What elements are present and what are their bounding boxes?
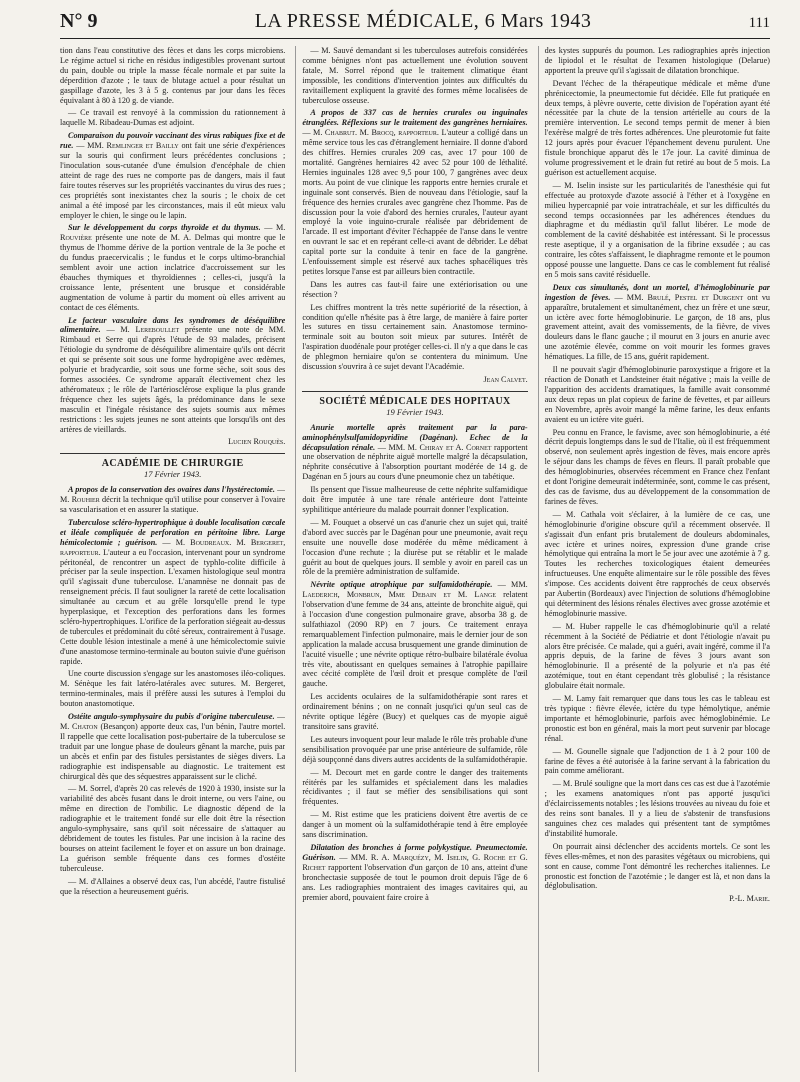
article-title: A propos de la conservation des ovaires dans l'hystérectomie. — [68, 485, 275, 495]
article-authors: — M. Chabrut. M. Brocq, rapporteur. — [302, 128, 439, 138]
article-body: décrit la technique qu'il utilise pour conserver à l'ovaire sa vascularisation et en assurer la statique. — [60, 495, 286, 514]
paragraph: — M. Sorrel, d'après 20 cas relevés de 1920 à 1930, insiste sur la variabilité des abcès fusant dans le droit interne, ou vers l'aine, ou même en direction de l'ombilic. Le diagnostic dépend de la radiographie et le traitement fondé sur elle doit être la résection angulo-symphysaire, sans qu'il soit nécessaire de s'attaquer au débridement de toutes les fistules. Par une incision à la racine des bourses on atteint facilement le foyer et on assure un bon drainage. La guérison semble fréquente dans ces formes d'ostéite tuberculeuse. — [60, 784, 286, 873]
article-title: Sur le développement du corps thyroïde et du thymus. — [68, 223, 261, 233]
article-title: A propos de 337 cas de hernies crurales ou inguinales étranglées. Réflexions sur le traitement des gangrènes herniaires. — [302, 108, 528, 128]
page-number: 111 — [748, 15, 770, 31]
columns — [60, 46, 770, 1072]
paragraph: — Ce travail est renvoyé à la commission du rationnement à laquelle M. Ribadeau-Dumas est adjoint. — [60, 108, 286, 128]
article — [60, 316, 285, 435]
paragraph: — M. Cathala voit s'éclairer, à la lumière de ce cas, une hémoglobinurie d'origine obscure qu'il a récemment observée. Il s'agissait d'un enfant pris brutalement de douleurs abdominales, avec ictère et urines noires, expression d'une grande crise hémolytique qui entraîna la mort le 5e jour avec une azotémie à 7 g. Toutes les recherches toxicologiques étaient demeurées infructueuses. Une enquête alimentaire sur le rôle possible des fèves s'impose. Ces accidents doivent être rapprochés de ceux observés par Aubertin (Bordeaux) avec l'injection de solutions d'hémoglobine qui déterminent des lésions rénales électives avec grosse azotémie et hémoglobinurie massive. — [544, 509, 770, 618]
paragraph: — M. Fouquet a observé un cas d'anurie chez un sujet qui, traité d'abord avec succès par le Dagénan pour une pneumonie, avait reçu ensuite une nouvelle dose modérée du même médicament à l'occasion d'une rechute ; la diurèse put se rétablir et le malade guérit au bout de quelques jours. Il semble y avoir en pareil cas un rôle de la première administration de sulfamide. — [302, 517, 528, 577]
section-date: 17 Février 1943. — [143, 469, 202, 480]
article-body: ont vu apparaître, brutalement et simultanément, chez un frère et une sœur, un ictère avec forte hémoglobinurie. Le garçon, de 18 ans, plus gravement atteint, avait des vomissements, de la fièvre, de vives douleurs dans le flanc gauche ; il mourut en 3 jours en anurie avec une azotémie élevée, comme on voit mourir les formes graves hématiques. La fille, de 15 ans, guérit rapidement. — [544, 292, 770, 362]
paragraph: — M. Sauvé demandant si les tuberculoses autrefois considérées comme bénignes n'ont pas actuellement une évolution souvent fatale, M. Sorrel répond que le traitement climatique étant impossible, les conditions d'intervention jointes aux difficultés du ravitaillement expliquent la gravité des formes même localisées de tuberculose osseuse. — [302, 46, 528, 105]
article-title: Névrite optique atrophique par sulfamidothérapie. — [310, 580, 493, 590]
article-body: présente une note de M. A. Delmas qui montre que le thymus de l'homme dérive de la portion ventrale de la 3e poche et du fundus praecervicalis ; le fundus et le corps ultimo-branchial semblent avoir une action inclatrice d'accroissement sur les ébauches thymiques et thyroïdiennes ; celles-ci, jusqu'à la croissance lente, présentent une brusque et considérable augmentation de volume à partir du moment où elles arrivent au contact de ces éléments. — [60, 233, 286, 312]
paragraph: tion dans l'eau constitutive des fèces et dans les corps microbiens. Le régime actuel si riche en résidus indigestibles provenant surtout du pain, double ou triple la masse fécale normale et par suite la déperdition d'azote ; le taux de blutage actuel a pour résultat un gaspillage d'azote, les 3 à 5 g. contenus par jour dans les fèces équivalant à 80 à 120 g. de viande. — [60, 46, 286, 105]
article-body: (Besançon) apporte deux cas, l'un bénin, l'autre mortel. Il rappelle que cette localisation post-pubertaire de la tuberculose se traduit par une longue phase de douleurs gênant la marche, puis par un abcès et enfin par des fistules persistantes de sièges divers. La radiographie est indispensable au diagnostic. Le traitement est chirurgical dès que des séquestres apparaissent sur le cliché. — [60, 722, 286, 781]
section-divider — [60, 453, 285, 454]
article — [60, 223, 285, 312]
article-body: présente une note de MM. Rimbaud et Serre qui d'après l'étude de 93 malades, précisent l'étiologie du syndrome de déséquilibre alimentaire qu'ils ont décrit et qui se présente soit sous une forme hydropigène avec œdèmes, polyurie et bradycardie, soit sous une forme sèche, soit sous des formes associées. Ce syndrome apparaît électivement chez les athéromateux ; le rôle de l'artériosclérose explique la plus grande fréquence chez les sujets âgés, la prédominance dans le sexe masculin et l'inégale résistance des sujets soumis aux mêmes restrictions : les sujets jeunes ne sont atteints que lorsqu'ils ont des artères de vieillards. — [60, 325, 286, 434]
article-authors: — MM. Remlinger et Bailly — [76, 141, 179, 151]
article-title: Anurie mortelle après traitement par la para-aminophénylsulfamidopyridine (Dagénan). Echec de la décapsulation rénale. — [302, 422, 528, 452]
article-authors: — M. Rouhier — [60, 485, 286, 505]
article — [60, 485, 285, 515]
journal-title: LA PRESSE MÉDICALE, 6 Mars 1943 — [254, 10, 592, 32]
paragraph: Peu connu en France, le favisme, avec son hémoglobinurie, a été décrit depuis longtemps dans le sud de l'Italie, où il est fréquemment observé, non seulement après ingestion de fèves, mais encore après le séjour dans les champs de fèves en fleurs. Il paraît probable que des hémoglobinuries, observées récemment en France chez l'enfant et dont l'origine demeurait indéterminée, sont, comme le cas présent, des cas de favisme, dus au développement de la consommation de farines de fèves. — [544, 427, 770, 506]
paragraph: Devant l'échec de la thérapeutique médicale et même d'une phrénicectomie, la pneumectomie fut décidée. Elle fut pratiquée en deux temps, à plèvre ouverte, cette division de l'opération ayant été nécessitée par la chute de la tension artérielle au cours de la première intervention. Le second temps permit de mener à bien l'exérèse malgré de très fortes adhérences. Une pleurotomie fut faite 12 jours après pour évacuer l'épanchement devenu purulent. Une fistule bronchique apparut dès le 17e jour. La cavité diminua de volume progressivement et le drain fut retiré au bout de 5 mois. La guérison est actuellement acquise. — [544, 78, 770, 177]
section-date: 19 Février 1943. — [386, 406, 444, 417]
article-title: Le facteur vasculaire dans les syndromes de déséquilibre alimentaire. — [60, 315, 286, 335]
paragraph: Les accidents oculaires de la sulfamidothérapie sont rares et ordinairement bénins ; on ne connaît jusqu'ici qu'un seul cas de névrite optique légère (Bucy) et quelques cas de myopie aiguë transitoire sans gravité. — [302, 692, 528, 731]
article — [60, 131, 285, 220]
article-body: L'auteur a colligé dans un même service tous les cas d'étranglement herniaire. Il donne d'abord des chiffres. Hernies crurales 209 cas, avec 17 pour 100 de mortalité. Gangrènes herniaires 42 avec 52 pour 100 de léthalité. Hernies inguinales 128 avec 9,5 pour 100, 7 gangrènes avec deux morts. Au point de vue clinique les rapports entre hernies crurale et inguinale sont conservés. Bien de nouveau dans l'étiologie, sauf la fréquence des hernies crurales avec gangrène chez l'homme. Pas de discussion pour la voie d'abord des hernies crurales, l'auteur ayant employé la voie inguino-crurale réalisée par débridement de l'arcade. Il est important d'éviter l'échappée de l'anse dans le ventre en ouvrant le sac et en repérant celle-ci avant de débrider. Le débat capital porte sur la conduite à tenir en face de la gangrène. L'enfouissement simple est réservé aux taches sphacéliques très petites lorsque l'anse est par ailleurs bien contractile. — [302, 128, 528, 276]
paragraph: — M. Lamy fait remarquer que dans tous les cas le tableau est très typique : fièvre élevée, ictère du type hémolytique, anémie importante et hémoglobinurie, parfois avec hémoglobinémie. Le pronostic est bon en général, mais la mort peut survenir par blocage rénal. — [544, 694, 770, 743]
article-title: Dilatation des bronches à forme polykystique. Pneumectomie. Guérison. — [302, 842, 528, 862]
article-authors: — M. Chaton — [60, 712, 286, 731]
article-title: Ostéite angulo-symphysaire du pubis d'origine tuberculeuse. — [68, 712, 275, 722]
article — [60, 518, 285, 667]
page-header — [60, 10, 770, 39]
paragraph: des kystes suppurés du poumon. Les radiographies après injection de lipiodol et le résultat de l'examen histologique (Delarue) apportent la preuve qu'il s'agissait de dilatation bronchique. — [544, 46, 770, 75]
signature: Lucien Rouquès. — [228, 437, 286, 447]
signature: P.-L. Marie. — [729, 894, 770, 904]
article — [302, 108, 527, 276]
column-3 — [538, 46, 770, 1072]
paragraph: — M. Decourt met en garde contre le danger des traitements réitérés par les sulfamides et spécialement dans les maladies récidivantes ; il faut se méfier des sensibilisations qui sont fréquentes. — [302, 767, 528, 807]
paragraph: — M. Rist estime que les praticiens doivent être avertis de ce danger à un moment où la sulfamidothérapie tend à être employée sans discrimination. — [302, 810, 528, 840]
article-body: L'auteur a eu l'occasion, intervenant pour un syndrome péritonéal, de rencontrer un aspect de typhlo-colite difficile à préciser par la seule inspection. L'examen histologique seul montra qu'il s'agissait d'une tuberculose. L'anamnèse ne donnait pas de renseignement précis. Il faut souligner la rareté de cette localisation simultanée au cæcum et au grêle lorsqu'elle prend le type hyperplasique, et l'exception des perforations dans les formes scléro-hypertrophiques. L'orifice de la perforation siégeait au-dessus de tubercules et prédominait du côté séreux, contrairement à l'usage. Cette double lésion intestinale a mené à une hémicolectomie suivie d'une anastomose termino-terminale au bouton suivie d'une guérison rapide. — [60, 547, 286, 666]
article-authors: — MM. M. Chiray et A. Cornet — [377, 442, 492, 452]
article-title: Deux cas simultanés, dont un mortel, d'hémoglobinurie par ingestion de fèves. — [544, 282, 770, 302]
paragraph: — M. Gounelle signale que l'adjonction de 1 à 2 pour 100 de farine de fèves a été autorisée à la farine servant à la fabrication du pain comme améliorant. — [544, 746, 770, 776]
signature: Jean Calvet. — [483, 375, 528, 384]
paragraph: Ils pensent que l'issue malheureuse de cette néphrite sulfamidique doit être imputée à une tare rénale antérieure dont l'atteinte syphilitique antérieure du malade pourrait donner l'explication. — [302, 485, 528, 514]
section-divider — [302, 391, 527, 392]
article — [302, 580, 527, 689]
article-title: Tuberculose scléro-hypertrophique à double localisation cæcale et iléale compliquée de perforation en péritoine libre. Large hémicolectomie ; guérison. — [60, 517, 286, 547]
paragraph: Les chiffres montrent la très nette supériorité de la résection, à condition qu'elle n'hésite pas à être large, de manière à faire porter les sutures en tissu certainement sain. Anastomose termino-terminale soit au bouton soit mieux par sutures. Intérêt de l'aspiration duodénale pour protéger celles-ci. Il n'y a que dans le cas de phlegmon herniaire qu'on se contentera du minimum. Une discussion s'ouvrira à ce sujet devant l'Académie. — [302, 302, 528, 372]
article-authors: — MM. Laederich, Monbrun, Mme Debain et M. Lange — [302, 580, 528, 600]
article — [302, 843, 527, 902]
article-authors: — M. Lereboullet — [106, 325, 180, 335]
paragraph: — M. Huber rappelle le cas d'hémoglobinurie qu'il a relaté récemment à la Société de Pédiatrie et dont l'étiologie n'avait pu alors être précisée. Ce malade, qui a guéri, avait ingéré, comme il l'a appris depuis, de la farine de fèves 3 jours avant son hémoglobinurie. Il a présenté de la polyurie et n'a pas été azotémique, tout en étant cependant très globulisé ; la résistance globulaire était normale. — [544, 621, 770, 691]
column-1 — [60, 46, 285, 1072]
paragraph: Une courte discussion s'engage sur les anastomoses iléo-coliques. M. Sénèque les fait latéro-latérales avec sutures. M. Bergeret, termino-terminales, mais il préfère aussi les sutures à l'emploi du bouton anastomotique. — [60, 669, 286, 709]
article-authors: — MM. R. A. Marquézy, M. Iselin, G. Roche et G. Richet — [302, 852, 528, 872]
article-authors: — M. Boudreaux. M. Bergeret, rapporteur. — [60, 537, 286, 557]
article-body: rapportent une observation de néphrite aiguë mortelle malgré la décapsulation, néphrite consécutive à l'absorption pourtant modérée de 14 g. de Dagénan en 5 jours au cours d'une pneumonie chez un tabétique. — [302, 442, 528, 482]
paragraph: — M. Brulé souligne que la mort dans ces cas est due à l'azotémie ; les examens anatomiques n'ont pas apporté jusqu'ici d'éclaircissements notables ; les lésions trouvées au niveau du foie et des reins sont banales. Il y a lieu de s'abstenir de transfusions sanguines chez ces malades qui présentent tant de symptômes d'instabilité humorale. — [544, 779, 770, 838]
paragraph: Il ne pouvait s'agir d'hémoglobinurie paroxystique a frigore et la réaction de Donath et Landsteiner était négative ; mais la veille de l'apparition des accidents dramatiques, la famille avait consommé aux deux repas un plat copieux de farine de fèvettes, et par ailleurs en Novembre, après avoir mangé la même farine, les deux enfants avaient eu un ictère vite guéri. — [544, 365, 770, 424]
section-title: ACADÉMIE DE CHIRURGIE — [101, 458, 244, 470]
paragraph: Dans les autres cas faut-il faire une extériorisation ou une résection ? — [302, 279, 528, 299]
article-body: relatent l'observation d'une femme de 34 ans, atteinte de bronchite aiguë, qui à l'occasion d'une congestion pulmonaire grave, absorba 38 g. de sulfathiazol (2090 RP) en 7 jours. Ce traitement enraya remarquablement l'infection pulmonaire, mais le dernier jour de son application la malade accusa brusquement une grande diminution de l'acuité visuelle ; une névrite optique rétro-bulbaire bilatérale évolua très vite, aboutissant en quelques semaines à l'atrophie papillaire avec cécité complète de l'œil droit et presque complète de l'œil gauche. — [302, 590, 528, 689]
column-2 — [295, 46, 527, 1072]
paragraph: — M. d'Allaines a observé deux cas, l'un abcédé, l'autre fistulisé que la résection a heureusement guéris. — [60, 876, 286, 896]
paragraph: — M. Iselin insiste sur les particularités de l'anesthésie qui fut effectuée au protoxyde d'azote associé à l'éther et à l'oxygène en milieu hypercapnié par voie intratrachéale, et sur les difficultés du second temps occasionnées par les adhérences étendues du diaphragme et du médiastin qu'il fallut libérer. Le mode de comblement de la cavité déshabitée est intéressant. Si le processus reste aseptique, il y a organisation de la fibrine exsudée ; au cas contraire, les côtes s'affaissent, le diaphragme remonte et le poumon opposé pousse une languette. Dans ce cas le comblement fut réalisé en 5 mois sans cavité résiduelle. — [544, 180, 770, 279]
article — [545, 283, 770, 362]
issue-number: N° 9 — [60, 10, 98, 32]
article-body: ont fait une série d'expériences sur la souris qui confirment leurs précédentes conclusions ; l'inoculation sous-cutanée d'une émulsion d'encéphale de chien atteint de rage des rues ne comporte pas de dangers, mais il faut faire toutes réserves sur les propriétés vaccinantes du virus des rues ; ces propriétés sont inexistantes chez la souris ; le choix de cet animal a été imposé par les circonstances, mais il eût mieux valu employer le chien, le singe ou le lapin. — [60, 141, 286, 220]
paragraph: On pourrait ainsi déclencher des accidents mortels. Ce sont les fèves elles-mêmes, et non des parasites végétaux ou microbiens, qui sont en cause, comme l'ont démontré les recherches italiennes. Le pronostic est fonction de l'azotémie ; le danger est là, et non dans la déglobulisation. — [544, 841, 770, 891]
article-authors: — M. Rouvière — [60, 223, 286, 243]
article — [302, 423, 527, 482]
section-title: SOCIÉTÉ MÉDICALE DES HOPITAUX — [319, 395, 511, 407]
article-body: rapportent l'observation d'un garçon de 10 ans, atteint d'une bronchectasie supposée de tout le poumon droit depuis l'âge de 6 ans. Les radiographies montraient des images cavitaires qui, au premier abord, pouvaient faire croire à — [302, 862, 528, 902]
article-authors: — MM. Brulé, Pestel et Durgent — [614, 292, 744, 302]
article-title: Comparaison du pouvoir vaccinant des virus rabiques fixe et de rue. — [60, 131, 286, 151]
article — [60, 712, 285, 781]
paragraph: Les auteurs invoquent pour leur malade le rôle très probable d'une sensibilisation provoquée par une prise antérieure de sulfamide, rôle déjà soupçonné dans divers autres accidents de la sulfamidothérapie. — [302, 734, 528, 764]
